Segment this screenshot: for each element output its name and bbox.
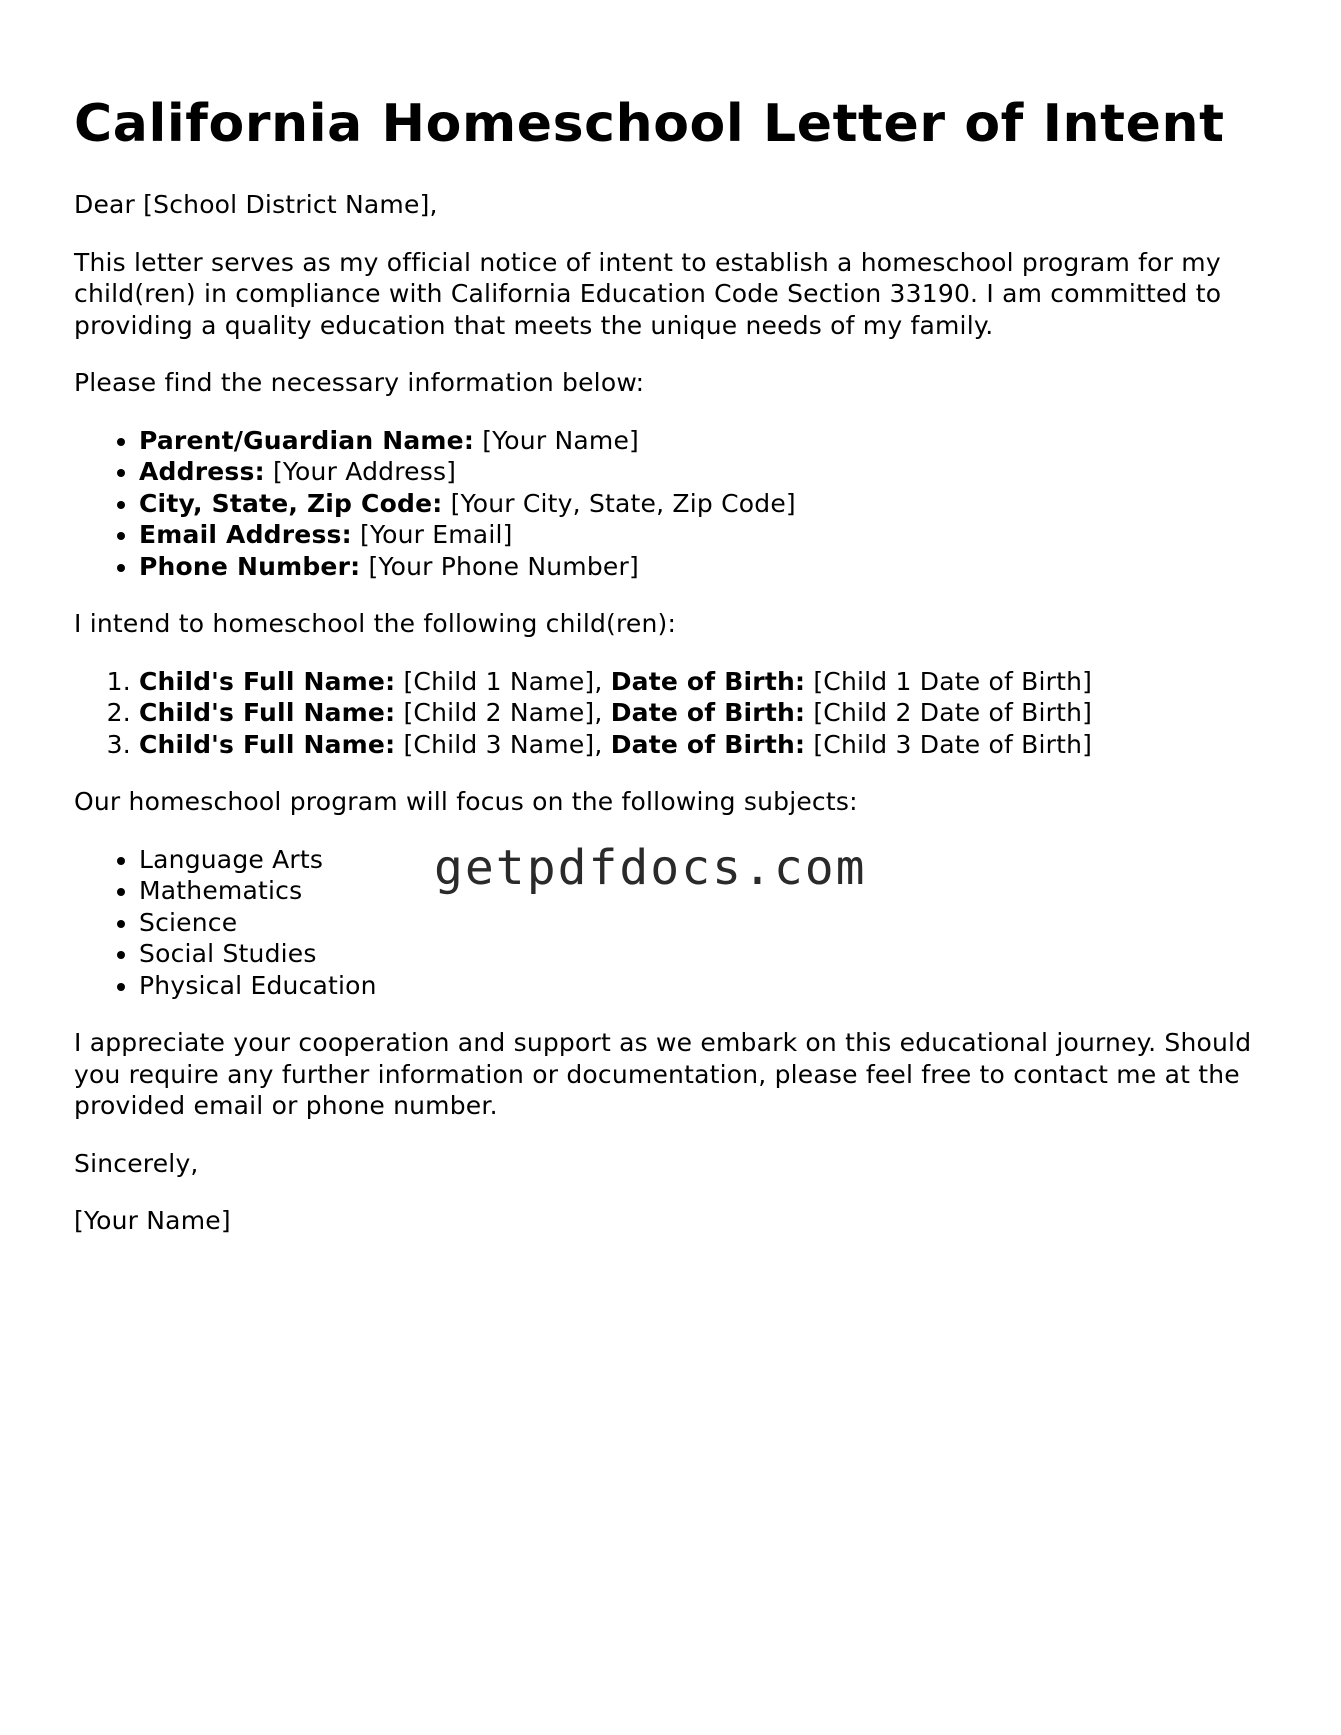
child-name-label: Child's Full Name: (139, 666, 396, 696)
list-item (139, 729, 1274, 761)
list-item: • Mathematics (139, 875, 1274, 907)
child-name: [Child 1 Name], (403, 666, 603, 696)
list-item (139, 425, 1274, 457)
child-dob-label: Date of Birth: (610, 698, 806, 727)
child-name: [Child 3 Name], (403, 729, 603, 759)
intro-paragraph: This letter serves as my official notice of intent to establish a homeschool program for my child(ren) in compliance with California Education Code Section 33190. I am committed to providing a quality education that meets the unique needs of my family. (74, 247, 1222, 340)
field-value: [Your City, State, Zip Code] (450, 488, 796, 518)
field-value: [Your Email] (359, 520, 513, 549)
signature-line: [Your Name] (74, 1206, 231, 1235)
list-item (139, 551, 1274, 583)
info-lead: Please find the necessary information below: (74, 368, 645, 397)
letter-page (74, 92, 1274, 1263)
list-item (139, 519, 1274, 551)
child-dob: [Child 3 Date of Birth] (813, 729, 1093, 759)
child-name-label: Child's Full Name: (139, 729, 396, 759)
children-lead: I intend to homeschool the following child(ren): (74, 609, 677, 638)
list-item: • Social Studies (139, 938, 1274, 970)
contact-info-list (74, 425, 1274, 583)
list-item: • Physical Education (139, 970, 1274, 1002)
children-list (74, 666, 1274, 761)
signoff: Sincerely, (74, 1148, 199, 1178)
field-label: Email Address: (139, 520, 352, 549)
closing-paragraph: I appreciate your cooperation and support as we embark on this educational journey. Should you require any further information or documentation, please feel free to contact me at the provided email or phone number. (74, 1028, 1252, 1120)
list-item (139, 697, 1274, 729)
subjects-lead: Our homeschool program will focus on the following subjects: (74, 787, 858, 816)
document-title: California Homeschool Letter of Intent (74, 94, 1225, 154)
salutation: Dear [School District Name], (74, 190, 438, 219)
child-dob-label: Date of Birth: (610, 729, 806, 759)
child-name-label: Child's Full Name: (139, 698, 396, 727)
child-dob: [Child 1 Date of Birth] (813, 666, 1093, 696)
field-label: Address: (139, 457, 265, 486)
field-label: Parent/Guardian Name: (139, 425, 475, 455)
child-dob-label: Date of Birth: (610, 666, 806, 696)
watermark: getpdfdocs.com (434, 840, 867, 896)
list-item (139, 666, 1274, 698)
child-dob: [Child 2 Date of Birth] (813, 698, 1093, 727)
list-item (139, 456, 1274, 488)
field-value: [Your Phone Number] (368, 551, 639, 581)
field-label: Phone Number: (139, 551, 361, 581)
child-name: [Child 2 Name], (403, 698, 603, 727)
list-item: • Language Arts (139, 844, 1274, 876)
field-value: [Your Name] (482, 425, 639, 455)
field-value: [Your Address] (272, 457, 457, 486)
list-item: • Science (139, 907, 1274, 939)
field-label: City, State, Zip Code: (139, 488, 443, 518)
list-item (139, 488, 1274, 520)
